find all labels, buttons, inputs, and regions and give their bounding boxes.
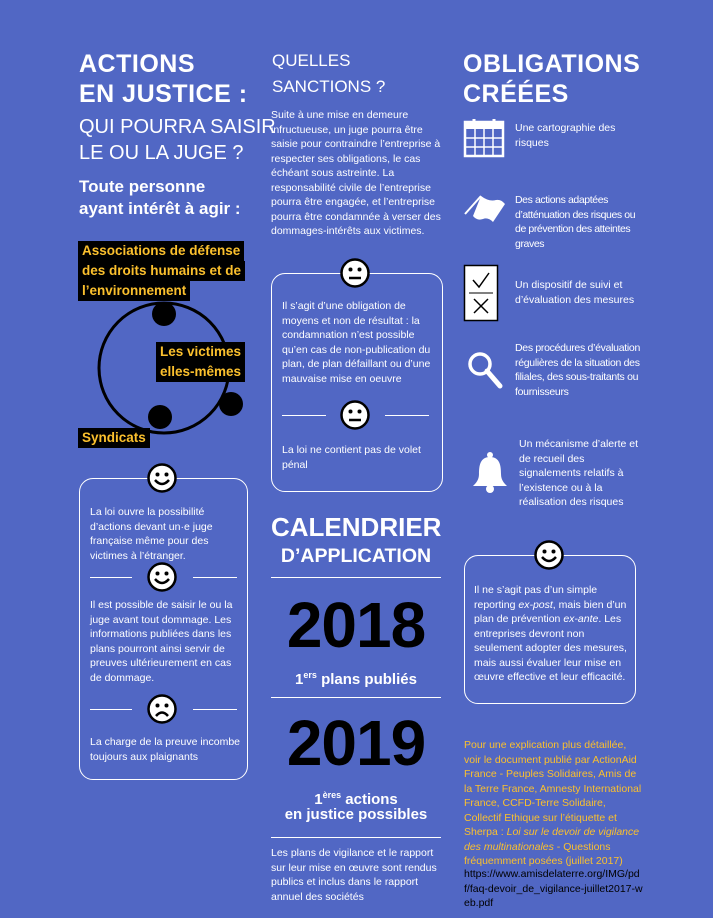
tag-victims-line1: Les victimes xyxy=(156,342,245,362)
obligations-title-line2: CRÉÉES xyxy=(463,80,569,108)
middle-card-text1: Il s’agit d’une obligation de moyens et non de résultat : la condamnation n’est possible qu’en cas de non-publication du plan, de plan défaillant ou d’une mauvaise mise en oeuvre xyxy=(282,300,431,385)
obligation-text-3: Un dispositif de suivi et d’évaluation des mesures xyxy=(515,279,635,306)
node-associations xyxy=(152,302,176,326)
calendar-title-line2: D’APPLICATION xyxy=(280,545,432,567)
sanctions-title-line1: QUELLES xyxy=(272,51,351,70)
tag-associations-line2: des droits humains et de xyxy=(78,261,245,281)
year-2018-label: 1ers plans publiés xyxy=(295,670,417,688)
source-note: Pour une explication plus détaillée, voir le document publié par ActionAid France - Peuples Solidaires, Amis de la Terre France, Amnesty International France, CCFD-Terre Solidaire, Collectif Ethique sur l’étiquette et Sherpa : Loi sur le devoir de vigilance des multinationales - Questions fréquemment posées (juillet 2017) xyxy=(464,739,642,867)
obligation-text-4: Des procédures d’évaluation régulières de la situation des filiales, des sous-traitants ou fournisseurs xyxy=(515,342,640,398)
frown-icon xyxy=(147,694,177,724)
sanctions-intro: Suite à une mise en demeure infructueuse, un juge pourra être saisie pour contraindre l’entreprise à respecter ses obligations, le cas échéant sous astreinte. La responsabilité civile de l’entreprise pourra être engagée, et l’entreprise pourra être condamnée à verser des dommages-intérêts aux victimes. xyxy=(271,109,441,237)
calendar-icon xyxy=(463,118,505,158)
magnifier-icon xyxy=(466,350,504,390)
node-victims xyxy=(219,392,243,416)
bell-icon xyxy=(470,452,510,494)
smiley-icon xyxy=(147,463,177,493)
middle-card-text2: La loi ne contient pas de volet pénal xyxy=(282,444,421,471)
source-url[interactable]: https://www.amisdelaterre.org/IMG/pdf/faq-devoir_de_vigilance-juillet2017-web.pdf xyxy=(464,868,643,909)
smiley-icon xyxy=(534,540,564,570)
left-card-text1: La loi ouvre la possibilité d’actions devant un·e juge française même pour des victimes à l’étranger. xyxy=(90,506,213,562)
tag-victims-line2: elles-mêmes xyxy=(156,362,245,382)
who-line1: Toute personne xyxy=(79,177,206,196)
right-card-text: Il ne s’agit pas d’un simple reporting ex-post, mais bien d’un plan de prévention ex-ante. Les entreprises devront non seulement adopter des mesures, mais aussi évaluer leur mise en œuvre effective et leur efficacité. xyxy=(474,584,627,683)
sanctions-title-line2: SANCTIONS ? xyxy=(272,77,386,96)
tag-associations-line3: l’environnement xyxy=(78,281,190,301)
left-card-text2: Il est possible de saisir le ou la juge avant tout dommage. Les informations publiées dans les plans pourront ainsi servir de preuves ultérieurement en cas de dommage. xyxy=(90,599,233,684)
smiley-icon xyxy=(147,562,177,592)
year-2018: 2018 xyxy=(286,589,426,661)
tag-associations-line1: Associations de défense xyxy=(78,241,244,261)
neutral-face-icon xyxy=(340,258,370,288)
left-card-text3: La charge de la preuve incombe toujours aux plaignants xyxy=(90,736,241,763)
actions-subtitle-line2: LE OU LA JUGE ? xyxy=(79,142,244,164)
obligations-title-line1: OBLIGATIONS xyxy=(463,50,641,78)
calendar-title-line1: CALENDRIER xyxy=(271,512,442,542)
calendar-footer: Les plans de vigilance et le rapport sur leur mise en œuvre sont rendus publics et inclus dans le rapport annuel des sociétés xyxy=(271,847,437,903)
year-2019-label-line1: 1ères actions xyxy=(314,790,398,808)
obligation-text-1: Une cartographie des risques xyxy=(515,122,616,149)
actions-subtitle-line1: QUI POURRA SAISIR xyxy=(79,116,276,138)
neutral-face-icon xyxy=(340,400,370,430)
checklist-icon xyxy=(463,264,499,322)
year-2019-label-line2: en justice possibles xyxy=(284,806,428,823)
flag-icon xyxy=(463,192,507,226)
tag-unions: Syndicats xyxy=(78,428,150,448)
who-line2: ayant intérêt à agir : xyxy=(79,199,241,218)
obligation-text-5: Un mécanisme d’alerte et de recueil des signalements relatifs à l’existence ou à la réalisation des risques xyxy=(519,438,639,508)
actions-title-line2: EN JUSTICE : xyxy=(79,80,248,108)
year-2019: 2019 xyxy=(286,707,426,779)
node-unions xyxy=(148,405,172,429)
actions-title-line1: ACTIONS xyxy=(79,50,195,78)
obligation-text-2: Des actions adaptées d’atténuation des risques ou de prévention des atteintes graves xyxy=(515,194,636,250)
